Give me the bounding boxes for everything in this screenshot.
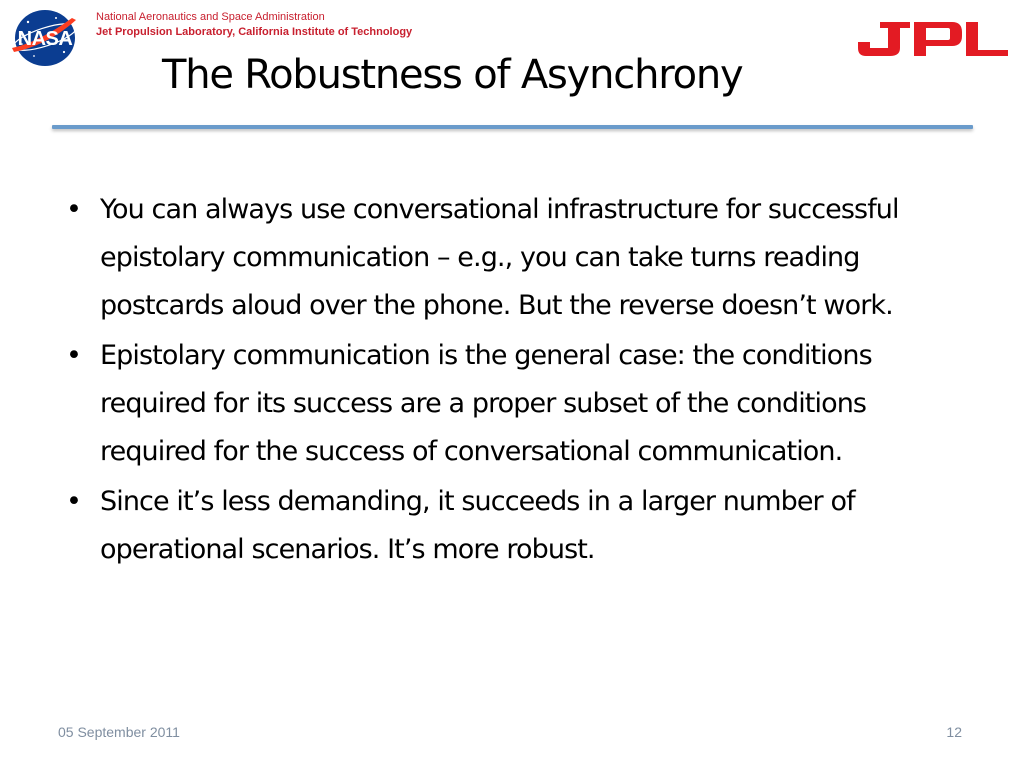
svg-text:NASA: NASA bbox=[17, 28, 73, 50]
slide-title: The Robustness of Asynchrony bbox=[162, 52, 743, 98]
bullet-list bbox=[66, 186, 966, 576]
page-number: 12 bbox=[946, 724, 962, 740]
agency-text bbox=[96, 10, 412, 40]
bullet-text: You can always use conversational infrastructure for successful epistolary communication – e.g., you can take turns reading postcards aloud over the phone. But the reverse doesn’t work. bbox=[100, 194, 899, 321]
bullet-item bbox=[66, 332, 966, 476]
nasa-logo bbox=[6, 4, 84, 70]
bullet-marker: • bbox=[66, 340, 82, 371]
bullet-text: Since it’s less demanding, it succeeds in a larger number of operational scenarios. It’s more robust. bbox=[100, 486, 855, 565]
footer-date: 05 September 2011 bbox=[58, 724, 180, 740]
bullet-text: Epistolary communication is the general case: the conditions required for its success are a proper subset of the conditions required for the success of conversational communication. bbox=[100, 340, 872, 467]
bullet-marker: • bbox=[66, 486, 82, 517]
jpl-logo bbox=[856, 18, 1010, 60]
agency-name: National Aeronautics and Space Administration bbox=[96, 11, 325, 23]
lab-name: Jet Propulsion Laboratory, California Institute of Technology bbox=[96, 26, 413, 38]
bullet-item bbox=[66, 186, 966, 330]
title-divider bbox=[52, 125, 973, 129]
bullet-marker: • bbox=[66, 194, 82, 225]
bullet-item bbox=[66, 478, 966, 574]
